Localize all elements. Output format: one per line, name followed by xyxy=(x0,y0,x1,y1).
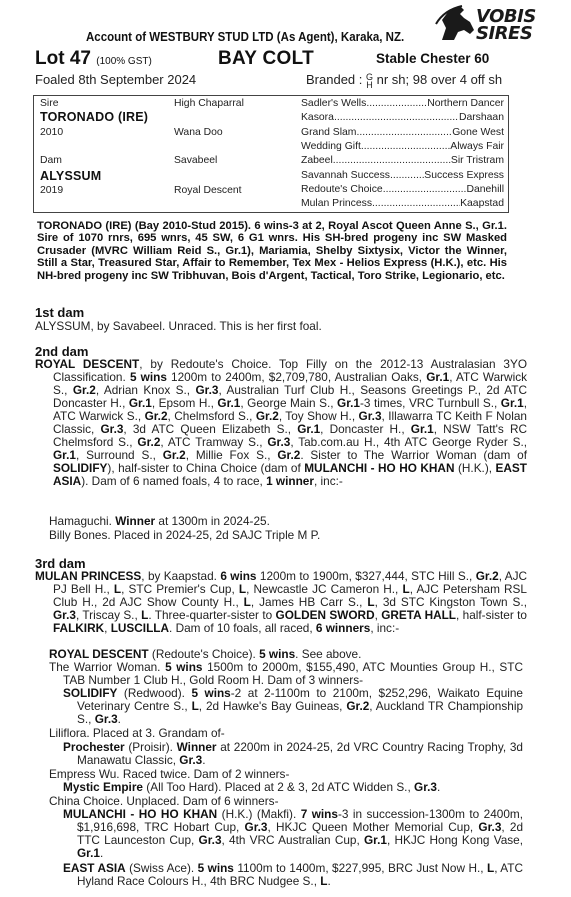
produce-billy-bones: Billy Bones. Placed in 2024-25, 2d SAJC Triple M P. xyxy=(49,528,321,542)
sire-name: TORONADO (IRE) xyxy=(40,110,149,124)
grandparent-row xyxy=(301,127,504,138)
third-dam-heading: 3rd dam xyxy=(35,556,86,571)
produce-east-asia: EAST ASIA (Swiss Ace). 5 wins 1100m to 1400m, $227,995, BRC Just Now H., L, ATC Hyland Race Colours H., 4th BRC Nudgee S., L. xyxy=(63,861,524,888)
second-dam-text: ROYAL DESCENT, by Redoute's Choice. Top Filly on the 2012-13 Australasian 3YO Classification. 5 wins 1200m to 2400m, $2,709,780, Australian Oaks, Gr.1, ATC Warwick S., Gr.2, Adrian Knox S., Gr.3, Australian Turf Club H., Seasons Greetings P., 2d ATC Doncaster H., Gr.1, Epsom H., Gr.1, George Main S., Gr.1-3 times, VRC Turnbull S., Gr.1, ATC Warwick S., Gr.2, Chelmsford S., Gr.2, Toy Show H., Gr.3, Illawarra TC Keith F Nolan Classic, Gr.3, 3d ATC Queen Elizabeth S., Gr.1, Doncaster H., Gr.1, NSW Tatt's RC Chelmsford S., Gr.2, ATC Tramway S., Gr.3, Tab.com.au H., 4th ATC George Ryder S., Gr.1, Surround S., Gr.2, Millie Fox S., Gr.2. Sister to The Warrior Woman (dam of SOLIDIFY), half-sister to China Choice (dam of MULANCHI - HO HO KHAN (H.K.), EAST ASIA). Dam of 6 named foals, 4 to race, 1 winner, inc:- xyxy=(35,357,528,488)
grandparent-left: Zabeel xyxy=(301,155,333,166)
produce-royal-descent: ROYAL DESCENT (Redoute's Choice). 5 wins. See above. xyxy=(49,647,362,661)
brand-mark-top: G xyxy=(366,71,374,82)
third-dam-text: MULAN PRINCESS, by Kaapstad. 6 wins 1200m to 1900m, $327,444, STC Hill S., Gr.2, AJC PJ Bell H., L, STC Premier's Cup, L, Newcastle JC Cameron H., L, AJC Petersham RSL Club H., 2d AJC Show County H., L, James HB Carr S., L, 3d STC Kingston Town S., Gr.3, Triscay S., L. Three-quarter-sister to GOLDEN SWORD, GRETA HALL, half-sister to FALKIRK, LUSCILLA. Dam of 10 foals, all raced, 6 winners, inc:- xyxy=(35,569,528,635)
grandparent-left: Wedding Gift xyxy=(301,141,361,152)
first-dam-text: ALYSSUM, by Savabeel. Unraced. This is her first foal. xyxy=(35,319,322,333)
grandparent-right: Success Express xyxy=(424,170,504,181)
produce-hamaguchi: Hamaguchi. Winner at 1300m in 2024-25. xyxy=(49,514,270,528)
produce-solidify: SOLIDIFY (Redwood). 5 wins-2 at 2-1100m to 2100m, $252,296, Waikato Equine Veterinary Centre S., L, 2d Hawke's Bay Guineas, Gr.2, Auckland TR Championship S., Gr.3. xyxy=(63,686,524,726)
first-dam-heading: 1st dam xyxy=(35,305,85,320)
stable-location: Stable Chester 60 xyxy=(376,51,490,66)
grandparent-row xyxy=(301,198,504,209)
sire-label: Sire xyxy=(40,98,59,109)
grandparent-row xyxy=(301,155,504,166)
dam-sire: Savabeel xyxy=(174,155,218,166)
lot-label: Lot 47 xyxy=(35,48,91,69)
grandparent-left: Redoute's Choice xyxy=(301,184,383,195)
grandparent-left: Grand Slam xyxy=(301,127,357,138)
sire-summary: TORONADO (IRE) (Bay 2010-Stud 2015). 6 wins-3 at 2, Royal Ascot Queen Anne S., Gr.1. Sire of 1070 rnrs, 695 wnrs, 45 SW, 6 G1 wnrs. His SH-bred progeny inc SW Masked Crusader (MVRC William Reid S., Gr.1), Mariamia, Shelby Sixtysix, Victor the Winner, Still a Star, Treasured Star, Affair to Remember, Tex Mex - Helios Express (H.K.), etc. His NH-bred progeny inc SW Tribhuvan, Bois d'Argent, Tactical, Toro Strike, Legionario, etc. xyxy=(37,220,507,282)
grandparent-left: Savannah Success xyxy=(301,170,390,181)
grandparent-row xyxy=(301,170,504,181)
grandparent-row xyxy=(301,184,504,195)
logo-line-2: SIRES xyxy=(476,23,533,44)
dam-name: ROYAL DESCENT xyxy=(35,357,140,371)
sire-year: 2010 xyxy=(40,127,64,138)
grandparent-row xyxy=(301,112,504,123)
lot-number xyxy=(35,48,152,70)
grandparent-row xyxy=(301,141,504,152)
grandparent-left: Sadler's Wells xyxy=(301,98,367,109)
grandparent-left: Mulan Princess xyxy=(301,198,373,209)
gst-note: (100% GST) xyxy=(96,56,152,67)
grandparent-right: Always Fair xyxy=(450,141,504,152)
dam-dam: Royal Descent xyxy=(174,185,242,196)
grandparent-row xyxy=(301,98,504,109)
vobis-sires-logo xyxy=(434,4,562,46)
grandparent-right: Kaapstad xyxy=(460,198,504,209)
rearing-horse-icon xyxy=(434,4,478,44)
grandparent-right: Northern Dancer xyxy=(427,98,504,109)
dam-year: 2019 xyxy=(40,185,64,196)
dam-label: Dam xyxy=(40,155,62,166)
grandparent-right: Gone West xyxy=(452,127,504,138)
produce-liliflora: Liliflora. Placed at 3. Grandam of- xyxy=(49,726,225,740)
produce-mystic-empire: Mystic Empire (All Too Hard). Placed at 2 & 3, 2d ATC Widden S., Gr.3. xyxy=(63,780,441,794)
logo-line-1: VOBIS xyxy=(476,6,536,27)
grandparent-left: Kasora xyxy=(301,112,334,123)
brand-mark xyxy=(366,73,373,89)
grandparent-right: Darshaan xyxy=(458,112,504,123)
second-dam-heading: 2nd dam xyxy=(35,344,89,359)
dam-name: MULAN PRINCESS xyxy=(35,569,142,583)
grandparent-right: Sir Tristram xyxy=(450,155,504,166)
sire-dam: Wana Doo xyxy=(174,127,223,138)
branded-info xyxy=(306,72,502,89)
produce-mulanchi: MULANCHI - HO HO KHAN (H.K.) (Makfi). 7 wins-3 in succession-1300m to 2400m, $1,916,698, TRC Hobart Cup, Gr.3, HKJC Queen Mother Memorial Cup, Gr.3, 2d TTC Launceston Cup, Gr.3, 4th VRC Australian Cup, Gr.1, HKJC Hong Kong Vase, Gr.1. xyxy=(63,807,524,860)
produce-china-choice: China Choice. Unplaced. Dam of 6 winners- xyxy=(49,794,279,808)
logo-wordmark xyxy=(476,8,536,42)
horse-type: BAY COLT xyxy=(218,48,315,69)
branded-suffix: nr sh; 98 over 4 off sh xyxy=(376,72,503,87)
produce-warrior-woman: The Warrior Woman. 5 wins 1500m to 2000m, $155,490, ATC Mounties Group H., STC TAB Number 1 Club H., Gold Room H. Dam of 3 winners- xyxy=(49,660,524,687)
account-line: Account of WESTBURY STUD LTD (As Agent), Karaka, NZ. xyxy=(86,30,405,44)
produce-prochester: Prochester (Proisir). Winner at 2200m in 2024-25, 2d VRC Country Racing Trophy, 3d Manawatu Classic, Gr.3. xyxy=(63,740,523,767)
brand-mark-bottom: H xyxy=(366,79,373,90)
foaled-date: Foaled 8th September 2024 xyxy=(35,72,197,87)
branded-prefix: Branded : xyxy=(306,72,363,87)
sire-sire: High Chaparral xyxy=(174,98,244,109)
produce-empress-wu: Empress Wu. Raced twice. Dam of 2 winners- xyxy=(49,767,290,781)
pedigree-table xyxy=(33,95,509,213)
grandparent-right: Danehill xyxy=(466,184,504,195)
dam-name: ALYSSUM xyxy=(40,169,102,183)
